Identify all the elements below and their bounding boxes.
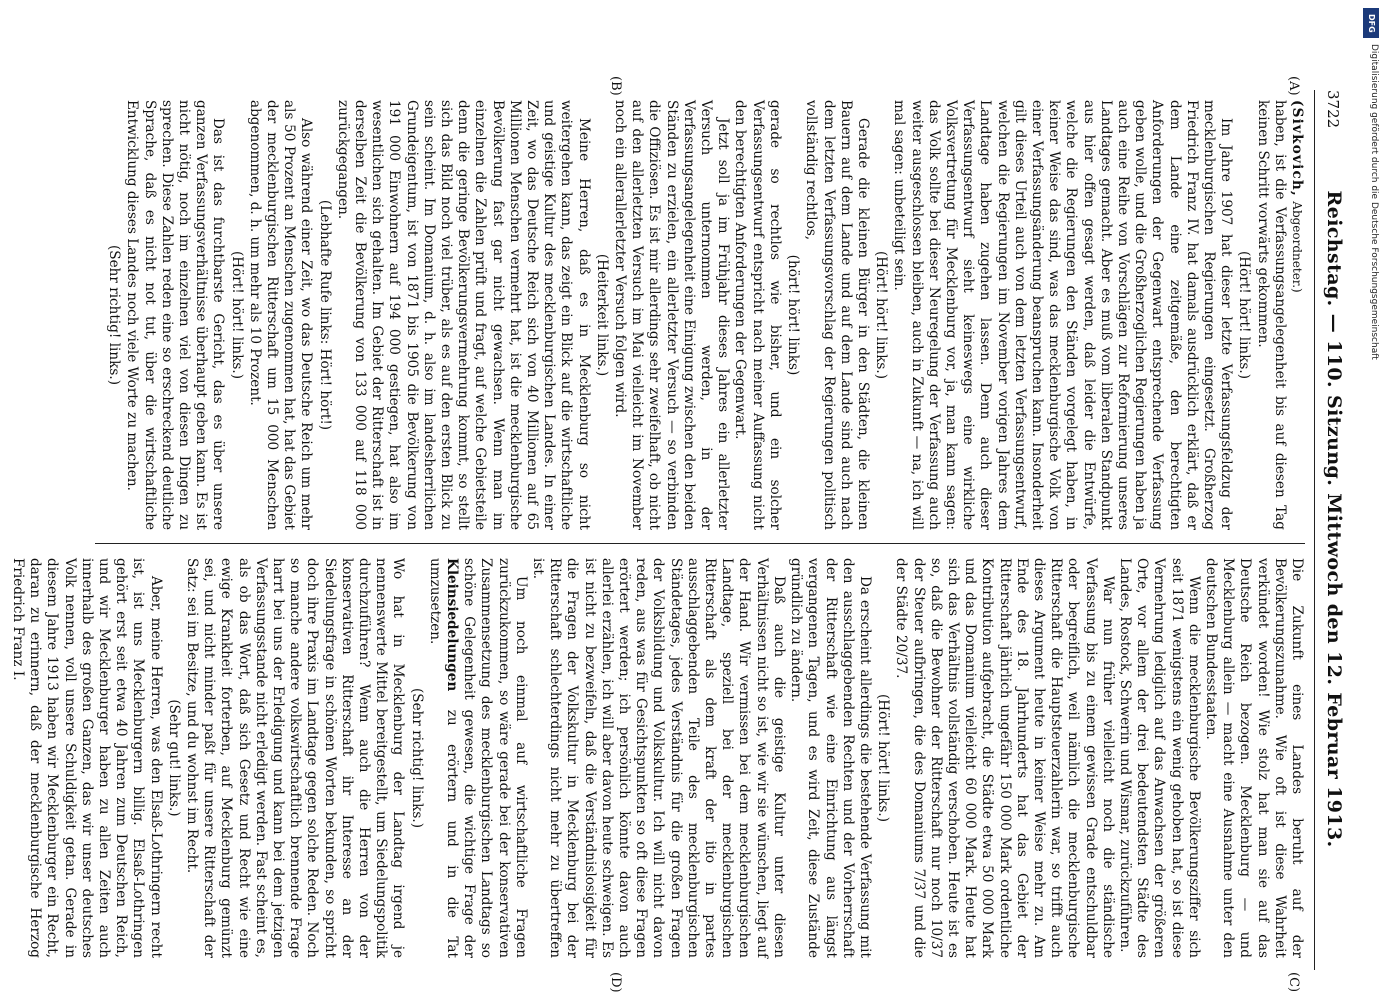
paragraph: Daß auch die geistige Kultur unter diesen Verhältnissen nicht so ist, wie wir sie wünschen, liegt auf der Hand. Wir vermissen bei dem mecklenburgischen Landtage, speziell bei der mecklenburgischen Ritterschaft als dem kraft der itio in partes ausschlaggebenden Teile des mecklenburgischen Ständetages, jedes Verständnis für die großen Fragen der Volksbildung und Volkskultur. Ich will nicht davon reden, aus was für Gesichtspunkten so oft diese Fragen erörtert werden; ich persönlich könnte davon auch allerlei erzählen, ich will aber davon heute schweigen. Es ist nicht zu bezweifeln, daß die Verständnislosigkeit für die Fragen der Volkskultur in Mecklenburg bei der Ritterschaft schlechterdings nicht mehr zu übertreffen ist. <box>530 558 787 958</box>
paragraph: Das ist das furchtbarste Gericht, das es über unsere ganzen Verfassungsverhältnisse überhaupt geben kann. Es ist nicht nötig, noch im einzelnen viel von diesen Dingen zu sprechen. Diese Zahlen reden eine so erschreckend deutliche Sprache, daß es nicht not tut, über die wirtschaftliche Entwicklung dieses Landes noch viele Worte zu machen. <box>124 100 227 530</box>
interjection: (Lebhafte Rufe links: Hört! hört!) <box>316 199 333 431</box>
page-number: 3722 <box>1324 90 1342 129</box>
interjection: (Hört! hört! links.) <box>873 250 890 380</box>
paragraph: Die Zukunft eines Landes beruht auf der Bevölkerungszunahme. Wie oft ist diese Wahrheit verkündet worden! Wie stolz hat man sie auf das Deutsche Reich bezogen. Mecklenburg — und Mecklenburg allein — macht eine Ausnahme unter den deutschen Bundesstaaten. <box>1202 558 1305 958</box>
left-column <box>55 100 1305 530</box>
page-title: Reichstag. — 110. Sitzung. Mittwoch den 12. Februar 1913. <box>1323 190 1345 848</box>
paragraph: Im Jahre 1907 hat dieser letzte Verfassungsfeldzug der mecklenburgischen Regierungen eingesetzt. Großherzog Friedrich Franz IV. hat damals ausdrücklich erklärt, daß er dem Lande eine zeitgemäße, den berechtigten Anforderungen der Gegenwart entsprechende Verfassung geben wolle, und die Großherzoglichen Regierungen haben ja auch eine Reihe von Vorschlägen zur Reformierung unseres Landtages gemacht. Aber es muß vom liberalen Standpunkt aus hier offen gesagt werden, daß leider die Entwürfe, welche die Regierungen den Ständen vorgelegt haben, in keiner Weise das sind, was das mecklenburgische Volk von einer Verfassungsänderung beanspruchen kann. Insonderheit gilt dieses Urteil auch von dem letzten Verfassungsentwurf, welchen die Regierungen im November vorigen Jahres dem Landtage haben zugehen lassen. Denn auch dieser Verfassungsentwurf sieht keineswegs eine wirkliche Volksvertretung für Mecklenburg vor, ja, man kann sagen: das Volk sollte bei dieser Neuregelung der Verfassung auch weiter ausgeschlossen bleiben, auch in Zukunft — na, ich will mal sagen: unbeteiligt sein. <box>891 100 1235 530</box>
speaker-role: Abgeordneter.) <box>1290 201 1304 293</box>
interjection: (Sehr richtig! links.) <box>106 244 123 386</box>
paragraph: Wenn die mecklenburgische Bevölkerungsziffer sich seit 1871 wenigstens ein wenig gehoben hat, so ist diese Vermehrung lediglich auf das Anwachsen der größeren Orte, vor allem der drei bedeutendsten Städte des Landes, Rostock, Schwerin und Wismar, zurückzuführen. <box>1116 558 1202 958</box>
interjection: (Sehr richtig! links.) <box>408 687 425 829</box>
paragraph: Aber, meine Herren, was den Elsaß-Lothringern recht ist, ist uns Mecklenburgern billig. Elsaß-Lothringen gehört erst seit etwa 40 Jahren zum Deutschen Reich, und wir Mecklenburger haben zu allen Zeiten auch innerhalb des großen Ganzen, das wir unser deutsches Volk nennen, voll unsere Schuldigkeit getan. Gerade in diesem Jahre 1913 haben wir Mecklenburger ein Recht, daran zu erinnern, daß der mecklenburgische Herzog Friedrich Franz I. <box>9 558 164 958</box>
interjection: (Hört! hört! links.) <box>228 250 245 380</box>
digitization-credit: Digitalisierung gefördert durch die Deutsche Forschungsgemeinschaft <box>1369 44 1379 360</box>
paragraph: Also während einer Zeit, wo das Deutsche Reich um mehr als 50 Prozent an Menschen zugenommen hat, hat das Gebiet der mecklenburgischen Ritterschaft um 15 000 Menschen abgenommen, d. h. um mehr als 10 Prozent. <box>246 100 315 530</box>
paragraph: gerade so rechtlos wie bisher, und ein solcher Verfassungsentwurf entspricht nach meiner Auffassung nicht den berechtigten Anforderungen der Gegenwart. <box>732 100 783 530</box>
paragraph-text: Um noch einmal auf wirtschaftliche Fragen zurückzukommen, so wäre gerade bei der konservativen Zusammensetzung des mecklenburgischen Landtags so schöne Gelegenheit gewesen, die wichtige Frage der <box>461 558 529 958</box>
paragraph-text: zu erörtern und in die Tat umzusetzen. <box>426 558 461 959</box>
interjection: (Heiterkeit links.) <box>593 253 610 377</box>
bold-term: Kleinsiedelungen <box>444 558 461 692</box>
speaker-line <box>1288 100 1305 530</box>
interjection: (hört! hört! links) <box>785 254 802 376</box>
paragraph <box>426 558 529 958</box>
margin-marker-c: (C) <box>1286 972 1301 993</box>
margin-marker-a: (A) <box>1286 76 1301 96</box>
paragraph: Gerade die kleinen Bürger in den Städten, die kleinen Bauern auf dem Lande und auf dem Lande sind auch nach dem letzten Verfassungsvorschlag der Regierungen politisch vollständig rechtlos, <box>803 100 871 530</box>
dfg-logo: DFG <box>1363 8 1379 38</box>
margin-marker-b: (B) <box>608 76 623 96</box>
margin-marker-d: (D) <box>608 972 623 993</box>
paragraph: Da erscheint allerdings die bestehende Verfassung mit den ausschlaggebenden Rechten und der Vorherrschaft der Ritterschaft wie eine Einrichtung aus längst vergangenen Tagen, und es wird Zeit, diese Zustände gründlich zu ändern. <box>788 558 873 958</box>
interjection: (Hört! hört! links.) <box>875 693 892 823</box>
speaker-name: (Sivkovich, <box>1289 100 1305 197</box>
paragraph: War nun früher vielleicht noch die ständische Verfassung bis zu einem gewissen Grade entschuldbar oder begreiflich, weil nämlich die mecklenburgische Ritterschaft die Hauptsteuerzahlerin war, so trifft auch dieses Argument heute in keiner Weise mehr zu. Am Ende des 18. Jahrhunderts hat das Gebiet der Ritterschaft jährlich ungefähr 150 000 Mark ordentliche Kontribution aufgebracht, die Städte etwa 50 000 Mark und das Domanium vielleicht 60 000 Mark. Heute hat sich das Verhältnis vollständig verschoben. Heute ist es so, daß die Bewohner der Ritterschaft nur noch 10/37 der Steuer aufbringen, die des Domaniums 7/37 und die der Städte 20/37. <box>893 558 1116 958</box>
paragraph: Meine Herren, daß es in Mecklenburg so nicht weitergehen kann, das zeigt ein Blick auf die wirtschaftliche und geistige Kultur des mecklenburgischen Landes. In einer Zeit, wo das Deutsche Reich sich von 40 Millionen auf 65 Millionen Menschen vermehrt hat, ist die mecklenburgische Bevölkerung fast gar nicht gewachsen. Wenn man im einzelnen die Zahlen prüft und fragt, auf welche Gebietsteile denn die geringe Bevölkerungsvermehrung kommt, so stellt sich das Bild noch viel trüber, als es auf den ersten Blick zu sein scheint. Im Domanium, d. h. also im landesherrlichen Grundeigentum, ist von 1871 bis 1905 die Bevölkerung von 191 000 Einwohnern auf 194 000 gestiegen, hat also im wesentlichen sich gehalten. Im Gebiet der Ritterschaft ist in derselben Zeit die Bevölkerung von 133 000 auf 118 000 zurückgegangen. <box>334 100 592 530</box>
paragraph: Jetzt soll ja im Frühjahr dieses Jahres ein allerletzter Versuch unternommen werden, in der Verfassungsangelegenheit eine Einigung zwischen den beiden Ständen zu erzielen, ein allerletzter Versuch — so verbinden die Offiziösen. Es ist mir allerdings sehr zweifelhaft, ob nicht auf den allerletzten Versuch im Mai vielleicht im November noch ein allerallerletzter Versuch folgen wird. <box>612 100 732 530</box>
right-column <box>9 558 1305 959</box>
interjection: (Hört! hört! links.) <box>1236 250 1253 380</box>
column-divider <box>95 543 1305 544</box>
paragraph: haben, ist die Verfassungsangelegenheit bis auf diesen Tag keinen Schritt vorwärts gekommen. <box>1254 100 1288 530</box>
interjection: (Sehr gut! links.) <box>165 699 182 817</box>
page-header <box>1314 90 1345 970</box>
paragraph: Wo hat in Mecklenburg der Landtag irgend je nennenswerte Mittel bereitgestellt, um Siedelungspolitik durchzuführen? Wenn auch die Herren von der konservativen Ritterschaft ihr Interesse an der Siedelungsfrage in schönen Worten bekunden, so spricht doch ihre Praxis im Landtage gegen solche Reden. Noch so manche andere volkswirtschaftlich brennende Frage harrt bei uns der Erledigung und kann bei dem jetzigen Verfassungsstande nicht erledigt werden. Fast scheint es, als ob das Wort, daß sich Gesetz und Recht wie eine ewige Krankheit forterben, auf Mecklenburg gemünzt sei, und nicht minder paßt für unsere Ritterschaft der Satz: sei im Besitze, und du wohnst im Recht. <box>184 558 407 958</box>
